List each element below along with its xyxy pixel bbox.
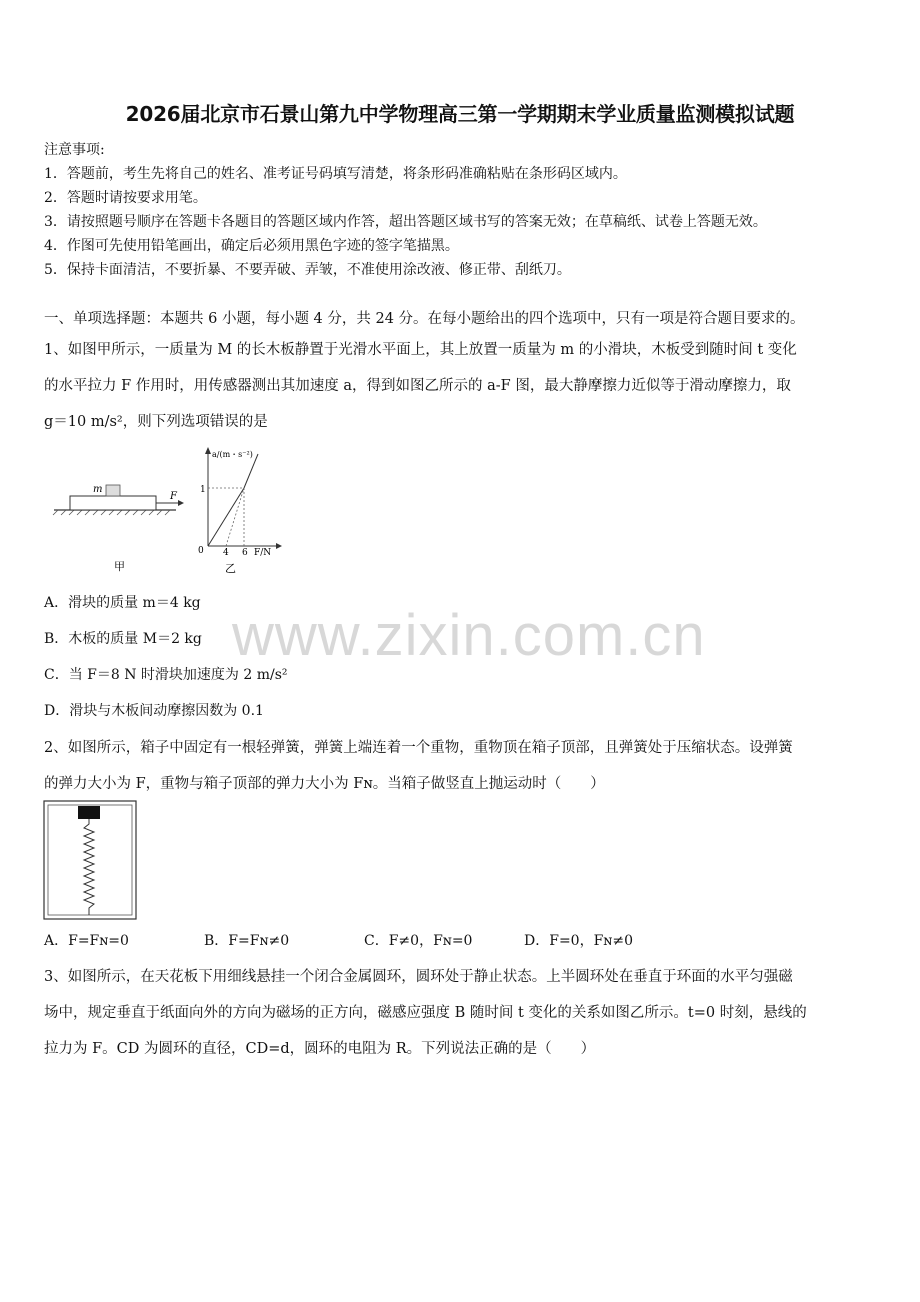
notice-item: 4．作图可先使用铅笔画出，确定后必须用黑色字迹的签字笔描黑。 bbox=[44, 238, 459, 254]
y-axis-label: a/(m・s⁻²) bbox=[212, 450, 253, 459]
watermark: www.zixin.com.cn bbox=[232, 603, 706, 668]
notice-item: 2．答题时请按要求用笔。 bbox=[44, 190, 207, 206]
option-b: B．F=Fɴ≠0 bbox=[204, 933, 290, 949]
question-1-line: 1、如图甲所示，一质量为 M 的长木板静置于光滑水平面上，其上放置一质量为 m 的小滑块，木板受到随时间 t 变化 bbox=[44, 342, 797, 358]
origin-label: 0 bbox=[198, 546, 204, 556]
section-heading: 一、单项选择题：本题共 6 小题，每小题 4 分，共 24 分。在每小题给出的四个选项中，只有一项是符合题目要求的。 bbox=[44, 311, 805, 327]
figure-jia-board bbox=[52, 476, 192, 572]
question-3-line: 拉力为 F。CD 为圆环的直径，CD=d，圆环的电阻为 R。下列说法正确的是（ ） bbox=[44, 1041, 596, 1057]
figure-caption: 乙 bbox=[225, 562, 236, 574]
option-d: D．F=0，Fɴ≠0 bbox=[524, 933, 633, 949]
option-a: A．F=Fɴ=0 bbox=[44, 933, 129, 949]
block-label: m bbox=[93, 484, 103, 495]
question-2-line: 2、如图所示，箱子中固定有一根轻弹簧，弹簧上端连着一个重物，重物顶在箱子顶部，且弹簧处于压缩状态。设弹簧 bbox=[44, 740, 793, 756]
weight-block bbox=[78, 806, 100, 819]
graph-line bbox=[208, 488, 244, 546]
long-board bbox=[70, 496, 156, 510]
x-tick-label: 4 bbox=[223, 548, 229, 558]
option-a: A．滑块的质量 m＝4 kg bbox=[44, 595, 201, 611]
graph-line bbox=[244, 454, 258, 488]
force-label: F bbox=[170, 491, 177, 502]
question-3-line: 3、如图所示，在天花板下用细线悬挂一个闭合金属圆环，圆环处于静止状态。上半圆环处在垂直于环面的水平匀强磁 bbox=[44, 969, 793, 985]
option-b: B．木板的质量 M＝2 kg bbox=[44, 631, 202, 647]
question-1-line: 的水平拉力 F 作用时，用传感器测出其加速度 a，得到如图乙所示的 a-F 图，最大静摩擦力近似等于滑动摩擦力，取 bbox=[44, 378, 791, 394]
figure-caption: 甲 bbox=[114, 560, 125, 572]
x-tick-label: 6 bbox=[242, 548, 248, 558]
figure-spring-box bbox=[43, 800, 139, 922]
page-title: 2026届北京市石景山第九中学物理高三第一学期期末学业质量监测模拟试题 bbox=[125, 102, 795, 126]
notice-item: 1．答题前，考生先将自己的姓名、准考证号码填写清楚，将条形码准确粘贴在条形码区域内。 bbox=[44, 166, 627, 182]
option-d: D．滑块与木板间动摩擦因数为 0.1 bbox=[44, 703, 264, 719]
notice-item: 5．保持卡面清洁，不要折暴、不要弄破、弄皱，不准使用涂改液、修正带、刮纸刀。 bbox=[44, 262, 571, 278]
y-tick-label: 1 bbox=[200, 485, 206, 495]
figure-yi-graph bbox=[192, 444, 292, 574]
question-2-line: 的弹力大小为 F，重物与箱子顶部的弹力大小为 Fɴ。当箱子做竖直上抛运动时（ ） bbox=[44, 776, 605, 792]
option-c: C．当 F＝8 N 时滑块加速度为 2 m/s² bbox=[44, 667, 288, 683]
notice-item: 3．请按照题号顺序在答题卡各题目的答题区域内作答，超出答题区域书写的答案无效；在草稿纸、试卷上答题无效。 bbox=[44, 214, 767, 230]
notice-heading: 注意事项: bbox=[44, 142, 105, 158]
option-c: C．F≠0，Fɴ=0 bbox=[364, 933, 473, 949]
x-axis-label: F/N bbox=[254, 548, 272, 558]
question-3-line: 场中，规定垂直于纸面向外的方向为磁场的正方向，磁感应强度 B 随时间 t 变化的关系如图乙所示。t=0 时刻，悬线的 bbox=[44, 1005, 807, 1021]
question-1-line: g＝10 m/s²，则下列选项错误的是 bbox=[44, 414, 268, 430]
slider-block bbox=[106, 485, 120, 496]
